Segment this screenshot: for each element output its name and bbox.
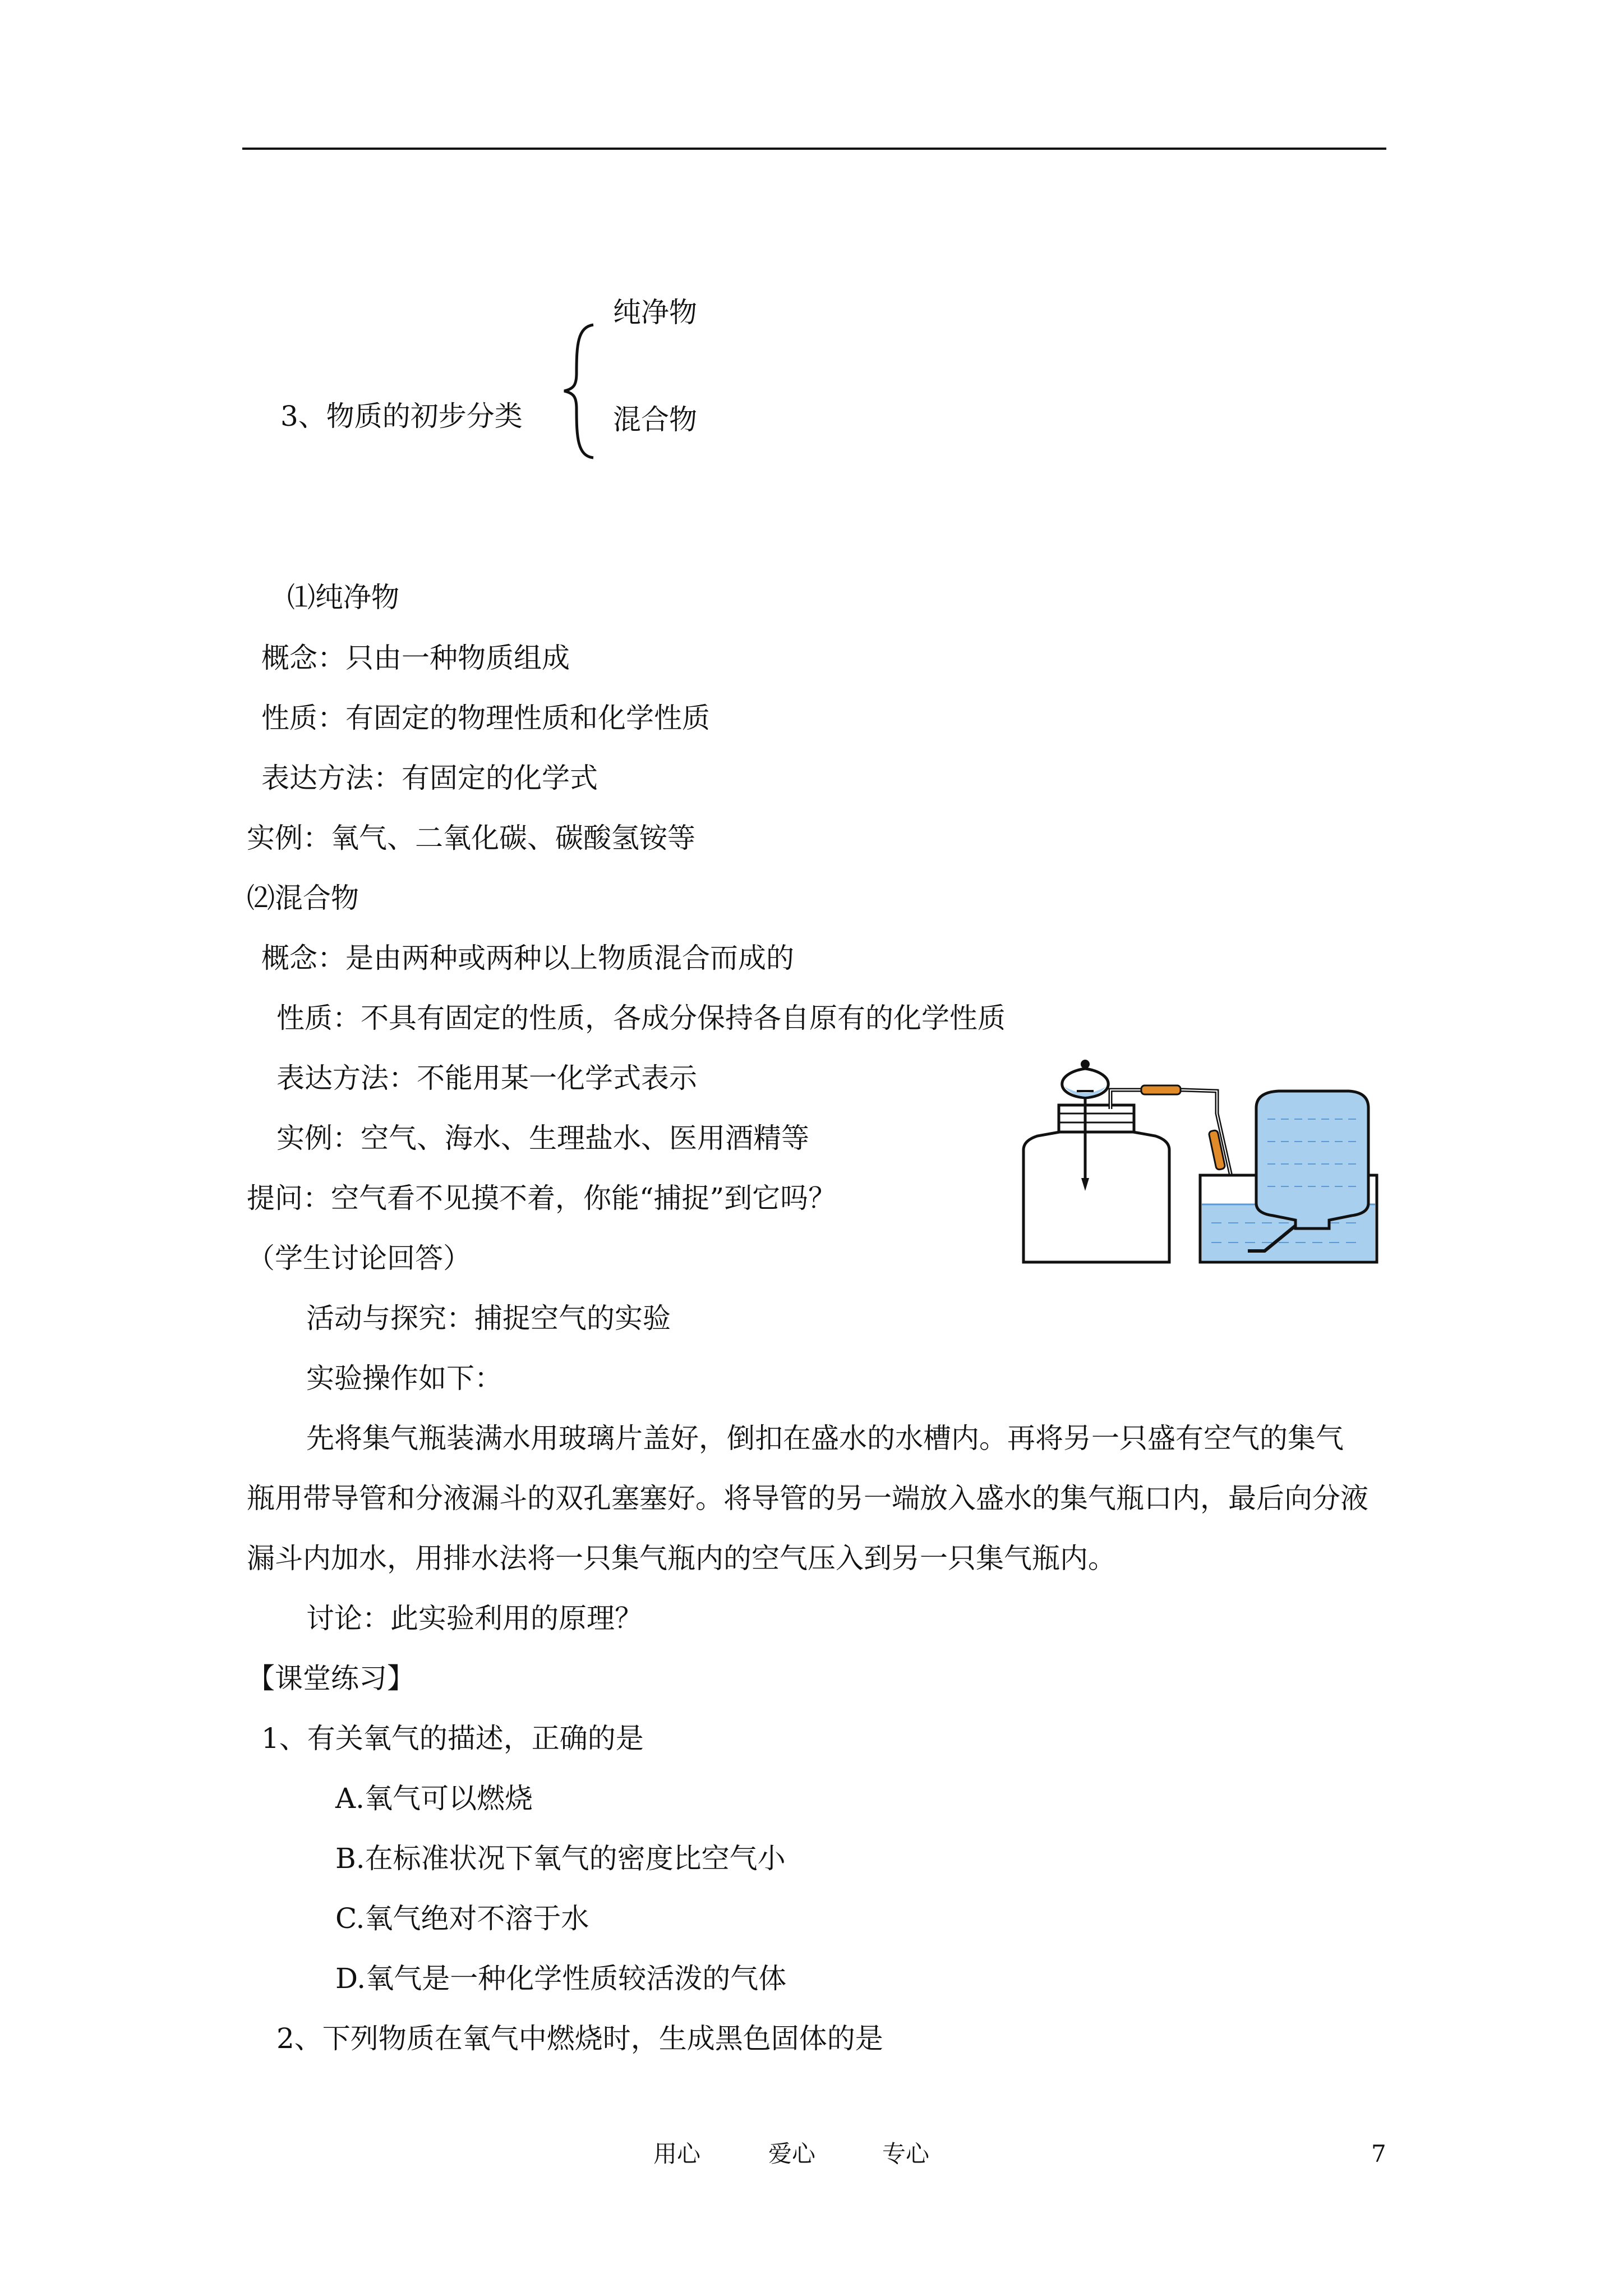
- classification-label: 3、物质的初步分类: [280, 400, 523, 432]
- classification-item-mixture: 混合物: [613, 403, 697, 436]
- procedure-line: 漏斗内加水，用排水法将一只集气瓶内的空气压入到另一只集气瓶内。: [247, 1542, 1116, 1575]
- procedure-line: 瓶用带导管和分液漏斗的双孔塞塞好。将导管的另一端放入盛水的集气瓶口内，最后向分液: [247, 1482, 1368, 1515]
- pure-example: 实例：氧气、二氧化碳、碳酸氢铵等: [247, 822, 695, 854]
- mixture-heading: ⑵混合物: [247, 882, 359, 914]
- page-number: 7: [1371, 2140, 1386, 2168]
- question-1-option-c: C.氧气绝对不溶于水: [335, 1902, 589, 1935]
- brace-icon: [561, 323, 600, 460]
- question-1-option-d: D.氧气是一种化学性质较活泼的气体: [335, 1962, 787, 1995]
- question-2-stem: 2、下列物质在氧气中燃烧时，生成黑色固体的是: [276, 2022, 883, 2055]
- pure-expression: 表达方法：有固定的化学式: [261, 762, 598, 794]
- collecting-bottle-icon: [1256, 1091, 1368, 1228]
- stopper-icon: [1059, 1105, 1134, 1132]
- footer-motto: 专心: [882, 2140, 930, 2168]
- gas-bottle-icon: [1023, 1124, 1169, 1262]
- pure-property: 性质：有固定的物理性质和化学性质: [261, 702, 710, 734]
- mixture-expression: 表达方法：不能用某一化学式表示: [276, 1062, 697, 1094]
- procedure-title: 实验操作如下：: [306, 1362, 502, 1395]
- activity-title: 活动与探究：捕捉空气的实验: [306, 1302, 671, 1335]
- pure-concept: 概念：只由一种物质组成: [261, 642, 570, 674]
- exercise-title: 【课堂练习】: [247, 1662, 415, 1695]
- discussion-note: （学生讨论回答）: [247, 1242, 471, 1274]
- pure-heading: ⑴纯净物: [287, 581, 399, 614]
- mixture-example: 实例：空气、海水、生理盐水、医用酒精等: [276, 1122, 809, 1154]
- header-rule: [242, 148, 1386, 150]
- question-1-stem: 1、有关氧气的描述，正确的是: [261, 1722, 644, 1755]
- footer-motto: 爱心: [768, 2140, 816, 2168]
- mixture-property: 性质：不具有固定的性质，各成分保持各自原有的化学性质: [276, 1002, 1006, 1034]
- discussion-question: 讨论：此实验利用的原理？: [306, 1602, 643, 1635]
- question: 提问：空气看不见摸不着，你能“捕捉”到它吗？: [247, 1182, 837, 1214]
- mixture-concept: 概念：是由两种或两种以上物质混合而成的: [261, 942, 794, 974]
- procedure-line: 先将集气瓶装满水用玻璃片盖好，倒扣在盛水的水槽内。再将另一只盛有空气的集气: [306, 1422, 1344, 1455]
- classification-item-pure: 纯净物: [613, 296, 697, 329]
- footer-motto: 用心: [653, 2140, 701, 2168]
- air-capture-apparatus-figure: [1015, 1057, 1380, 1265]
- question-1-option-b: B.在标准状况下氧气的密度比空气小: [335, 1842, 786, 1875]
- question-1-option-a: A.氧气可以燃烧: [335, 1782, 533, 1815]
